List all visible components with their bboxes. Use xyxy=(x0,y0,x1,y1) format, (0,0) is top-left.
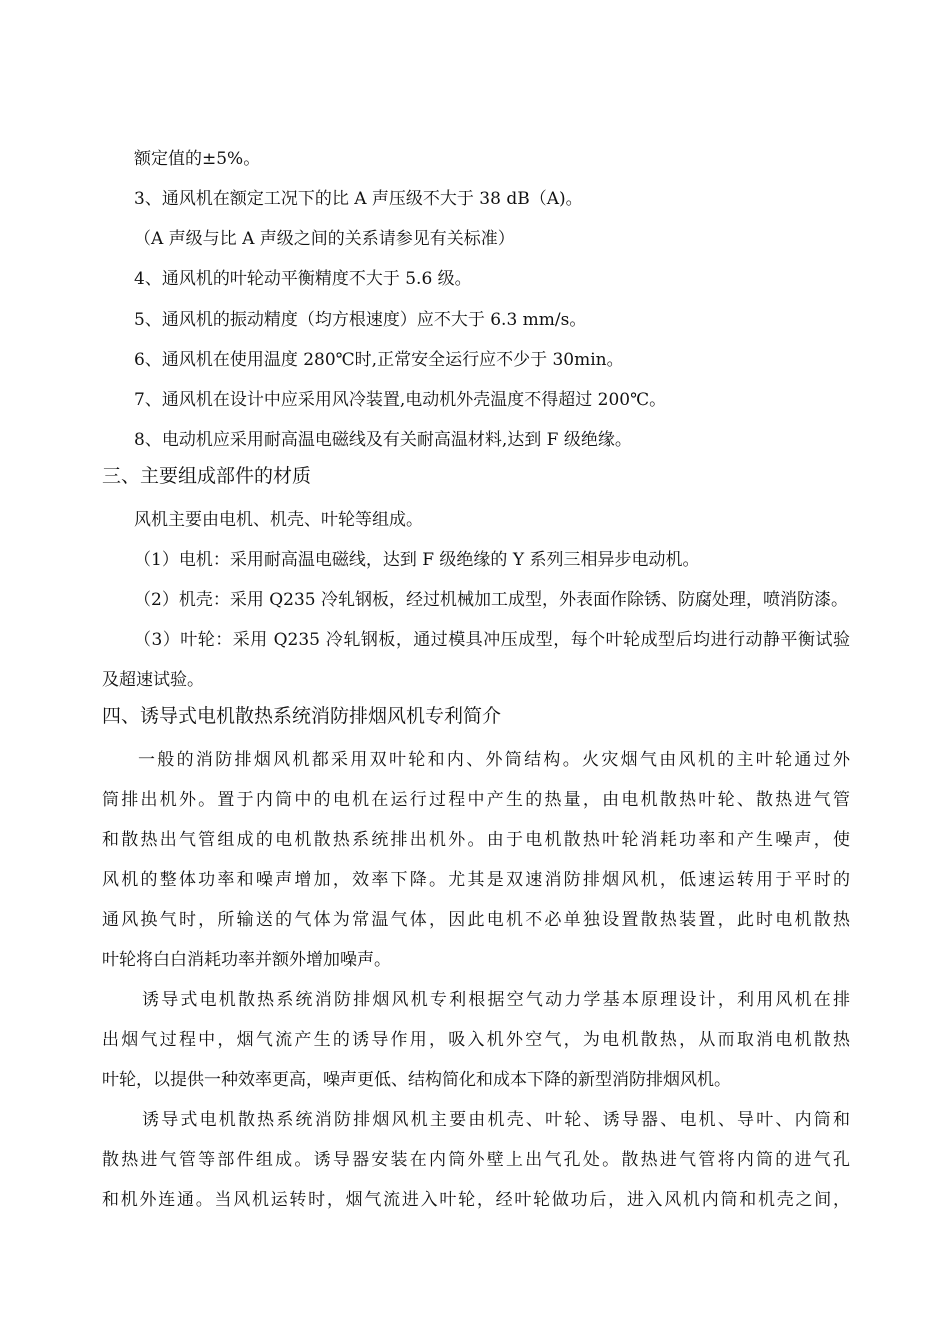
section-3-heading: 三、主要组成部件的材质 xyxy=(102,465,312,487)
paragraph-1-line-1: 一般的消防排烟风机都采用双叶轮和内、外筒结构。火灾烟气由风机的主叶轮通过外 xyxy=(138,750,850,770)
section-3-item-3-line-2: 及超速试验。 xyxy=(102,670,204,690)
paragraph-2-line-1: 诱导式电机散热系统消防排烟风机专利根据空气动力学基本原理设计，利用风机在排 xyxy=(142,990,850,1010)
paragraph-2-line-3: 叶轮，以提供一种效率更高，噪声更低、结构简化和成本下降的新型消防排烟风机。 xyxy=(102,1070,731,1090)
paragraph-1-line-6: 叶轮将白白消耗功率并额外增加噪声。 xyxy=(102,950,391,970)
requirement-line-3: 3、通风机在额定工况下的比 A 声压级不大于 38 dB（A)。 xyxy=(134,189,583,209)
paragraph-3-line-1: 诱导式电机散热系统消防排烟风机主要由机壳、叶轮、诱导器、电机、导叶、内筒和 xyxy=(142,1110,850,1130)
requirement-note: （A 声级与比 A 声级之间的关系请参见有关标准） xyxy=(134,229,515,249)
paragraph-1-line-5: 通风换气时，所输送的气体为常温气体，因此电机不必单独设置散热装置，此时电机散热 xyxy=(102,910,850,930)
paragraph-1-line-4: 风机的整体功率和噪声增加，效率下降。尤其是双速消防排烟风机，低速运转用于平时的 xyxy=(102,870,850,890)
section-3-item-2: （2）机壳：采用 Q235 冷轧钢板，经过机械加工成型，外表面作除锈、防腐处理，喷消防漆。 xyxy=(134,590,849,610)
section-3-item-1: （1）电机：采用耐高温电磁线，达到 F 级绝缘的 Y 系列三相异步电动机。 xyxy=(134,550,700,570)
requirement-line-0: 额定值的±5%。 xyxy=(134,149,261,169)
paragraph-1-line-2: 筒排出机外。置于内筒中的电机在运行过程中产生的热量，由电机散热叶轮、散热进气管 xyxy=(102,790,850,810)
paragraph-2-line-2: 出烟气过程中，烟气流产生的诱导作用，吸入机外空气，为电机散热，从而取消电机散热 xyxy=(102,1030,850,1050)
requirement-line-4: 4、通风机的叶轮动平衡精度不大于 5.6 级。 xyxy=(134,269,472,289)
requirement-line-5: 5、通风机的振动精度（均方根速度）应不大于 6.3 mm/s。 xyxy=(134,310,587,330)
requirement-line-8: 8、电动机应采用耐高温电磁线及有关耐高温材料,达到 F 级绝缘。 xyxy=(134,430,632,450)
requirement-line-6: 6、通风机在使用温度 280℃时,正常安全运行应不少于 30min。 xyxy=(134,350,624,370)
paragraph-3-line-2: 散热进气管等部件组成。诱导器安装在内筒外壁上出气孔处。散热进气管将内筒的进气孔 xyxy=(102,1150,850,1170)
paragraph-3-line-3: 和机外连通。当风机运转时，烟气流进入叶轮，经叶轮做功后，进入风机内筒和机壳之间， xyxy=(102,1190,850,1210)
section-4-heading: 四、诱导式电机散热系统消防排烟风机专利简介 xyxy=(102,705,502,727)
paragraph-1-line-3: 和散热出气管组成的电机散热系统排出机外。由于电机散热叶轮消耗功率和产生噪声，使 xyxy=(102,830,850,850)
requirement-line-7: 7、通风机在设计中应采用风冷装置,电动机外壳温度不得超过 200℃。 xyxy=(134,390,667,410)
section-3-intro: 风机主要由电机、机壳、叶轮等组成。 xyxy=(134,510,423,530)
section-3-item-3-line-1: （3）叶轮：采用 Q235 冷轧钢板，通过模具冲压成型，每个叶轮成型后均进行动静平衡试验 xyxy=(134,630,850,650)
